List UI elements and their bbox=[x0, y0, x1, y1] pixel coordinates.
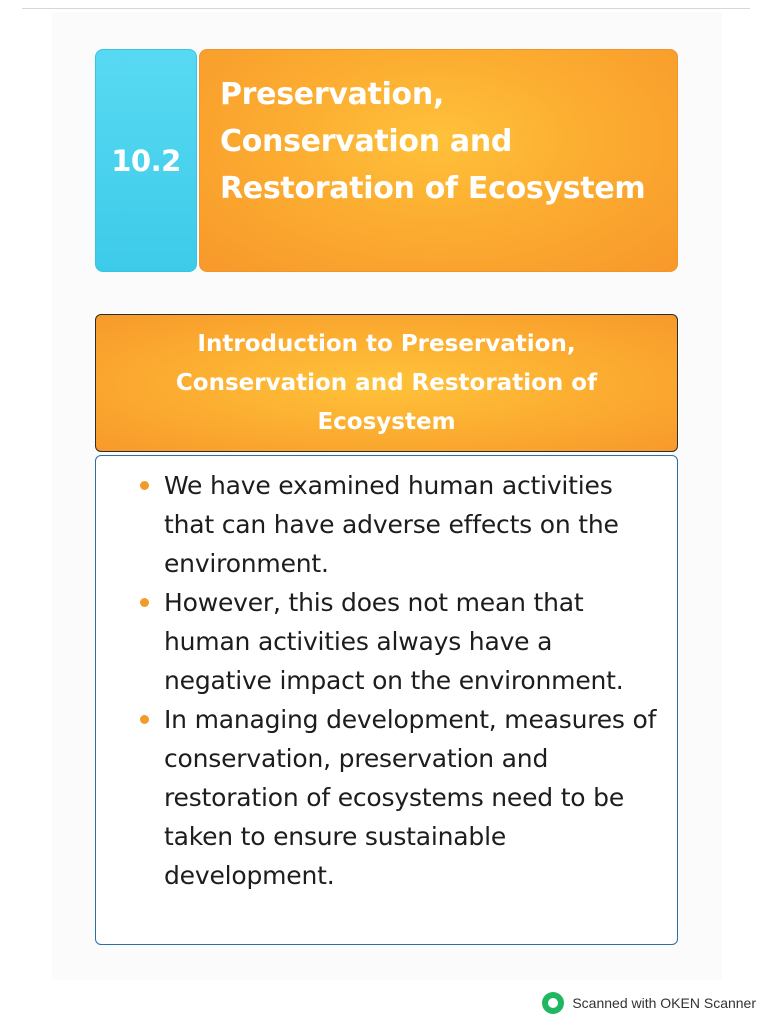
list-item bbox=[164, 466, 657, 583]
list-item bbox=[164, 583, 657, 700]
section-title-box bbox=[199, 49, 678, 272]
bullet-text: However, this does not mean that human activities always have a negative impact on the environment. bbox=[164, 588, 624, 695]
scanner-watermark-text: Scanned with OKEN Scanner bbox=[572, 995, 756, 1011]
intro-header bbox=[95, 314, 678, 452]
section-number: 10.2 bbox=[111, 143, 181, 178]
list-item bbox=[164, 700, 657, 895]
scanner-logo-icon bbox=[542, 992, 564, 1014]
scanner-watermark bbox=[542, 992, 756, 1014]
bullet-list bbox=[164, 466, 657, 895]
bullet-dot-icon bbox=[140, 481, 149, 490]
intro-title: Introduction to Preservation, Conservation and Restoration of Ecosystem bbox=[175, 330, 598, 435]
bullet-dot-icon bbox=[140, 598, 149, 607]
bullet-dot-icon bbox=[140, 715, 149, 724]
section-number-badge bbox=[95, 49, 197, 272]
content-box bbox=[95, 455, 678, 945]
section-title: Preservation, Conservation and Restoration of Ecosystem bbox=[220, 77, 646, 206]
bullet-text: We have examined human activities that can have adverse effects on the environment. bbox=[164, 471, 619, 578]
bullet-text: In managing development, measures of conservation, preservation and restoration of ecosystems need to be taken to ensure sustainable development. bbox=[164, 705, 657, 890]
top-divider bbox=[22, 8, 750, 9]
